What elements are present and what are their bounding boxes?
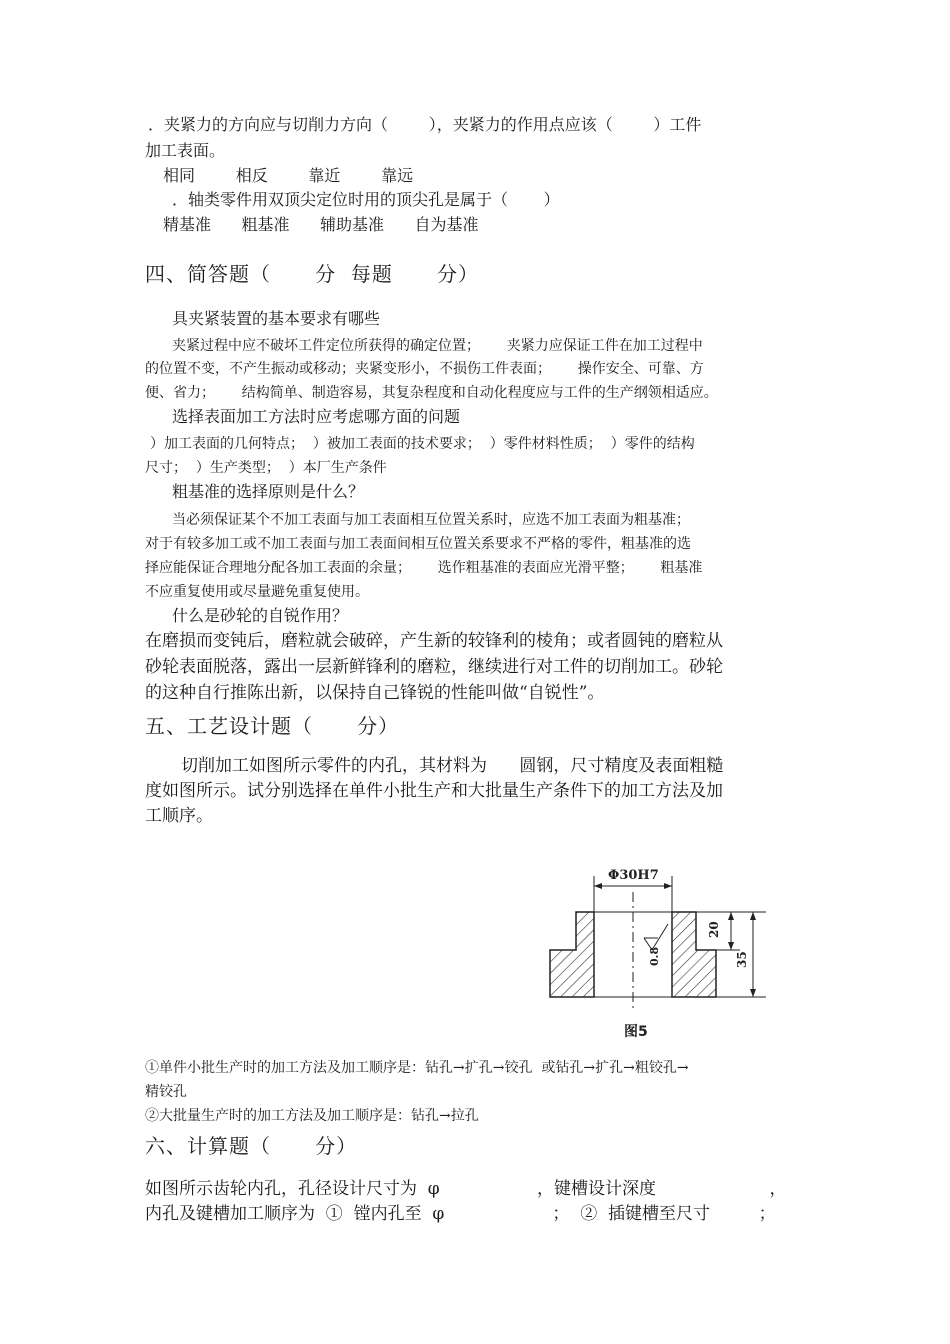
sa-answer-1-line-3: 便、省力； 结构简单、制造容易，其复杂程度和自动化程度应与工件的生产纲领相适应。	[145, 385, 718, 401]
part-drawing-figure	[548, 862, 770, 1042]
design-description-line-2: 度如图所示。试分别选择在单件小批生产和大批量生产条件下的加工方法及加	[145, 781, 723, 801]
sa-question-2: 选择表面加工方法时应考虑哪方面的问题	[172, 407, 461, 426]
sa-answer-4-line-3: 的这种自行推陈出新，以保持自己锋锐的性能叫做“自锐性”。	[145, 683, 605, 703]
dimension-20-label: 20	[707, 921, 721, 938]
sa-answer-3-line-2: 对于有较多加工或不加工表面与加工表面间相互位置关系要求不严格的零件，粗基准的选	[145, 536, 691, 552]
question-clamping-force-cont: 加工表面。	[145, 141, 226, 160]
question-clamping-force-options: 相同 相反 靠近 靠远	[163, 166, 414, 185]
question-center-hole-options: 精基准 粗基准 辅助基准 自为基准	[163, 215, 479, 234]
sa-answer-4-line-2: 砂轮表面脱落，露出一层新鲜锋利的磨粒，继续进行对工件的切削加工。砂轮	[145, 657, 723, 677]
sa-answer-2-line-2: 尺寸； ）生产类型； ）本厂生产条件	[145, 460, 387, 476]
sa-answer-1-line-2: 的位置不变，不产生振动或移动；夹紧变形小，不损伤工件表面； 操作安全、可靠、方	[145, 361, 704, 377]
section4-heading: 四、简答题（ 分 每题 分）	[145, 262, 480, 286]
sa-answer-2-line-1: ）加工表面的几何特点； ）被加工表面的技术要求； ）零件材料性质； ）零件的结构	[150, 436, 695, 452]
part-drawing	[548, 862, 770, 1042]
section6-heading: 六、计算题（ 分）	[145, 1134, 358, 1158]
design-description-line-1: 切削加工如图所示零件的内孔，其材料为 圆钢，尺寸精度及表面粗糙	[181, 756, 724, 776]
answer-small-batch-cont: 精铰孔	[145, 1084, 187, 1100]
roughness-symbol	[644, 924, 668, 950]
figure-caption: 图5	[624, 1024, 648, 1040]
diameter-label: Φ30H7	[608, 868, 659, 883]
sa-question-3: 粗基准的选择原则是什么？	[172, 482, 365, 501]
section5-heading: 五、工艺设计题（ 分）	[145, 714, 400, 738]
question-center-hole: ．轴类零件用双顶尖定位时用的顶尖孔是属于（ ）	[172, 190, 560, 209]
sa-answer-3-line-4: 不应重复使用或尽量避免重复使用。	[145, 584, 369, 600]
sa-answer-1-line-1: 夹紧过程中应不破坏工件定位所获得的确定位置； 夹紧力应保证工件在加工过程中	[172, 338, 703, 354]
sa-answer-4-line-1: 在磨损而变钝后，磨粒就会破碎，产生新的较锋利的棱角；或者圆钝的磨粒从	[145, 631, 723, 651]
calc-problem-line-2: 内孔及键槽加工顺序为 ① 镗内孔至 φ ； ② 插键槽至尺寸 ；	[145, 1204, 776, 1224]
left-hatched-section	[550, 912, 594, 997]
calc-problem-line-1: 如图所示齿轮内孔，孔径设计尺寸为 φ ，键槽设计深度 ，	[145, 1179, 787, 1199]
sa-question-1: 具夹紧装置的基本要求有哪些	[172, 309, 381, 328]
dimension-35-label: 35	[735, 951, 749, 968]
sa-question-4: 什么是砂轮的自锐作用？	[172, 606, 349, 625]
sa-answer-3-line-3: 择应能保证合理地分配各加工表面的余量； 选作粗基准的表面应光滑平整； 粗基准	[145, 560, 703, 576]
answer-small-batch: ①单件小批生产时的加工方法及加工顺序是：钻孔→扩孔→铰孔 或钻孔→扩孔→粗铰孔→	[145, 1060, 689, 1076]
roughness-label: 0.8	[648, 946, 661, 966]
design-description-line-3: 工顺序。	[145, 806, 213, 826]
sa-answer-3-line-1: 当必须保证某个不加工表面与加工表面相互位置关系时，应选不加工表面为粗基准；	[172, 512, 690, 528]
question-clamping-force: ．夹紧力的方向应与切削力方向（ ），夹紧力的作用点应该（ ）工件	[148, 115, 702, 134]
answer-mass-production: ②大批量生产时的加工方法及加工顺序是：钻孔→拉孔	[145, 1108, 479, 1124]
